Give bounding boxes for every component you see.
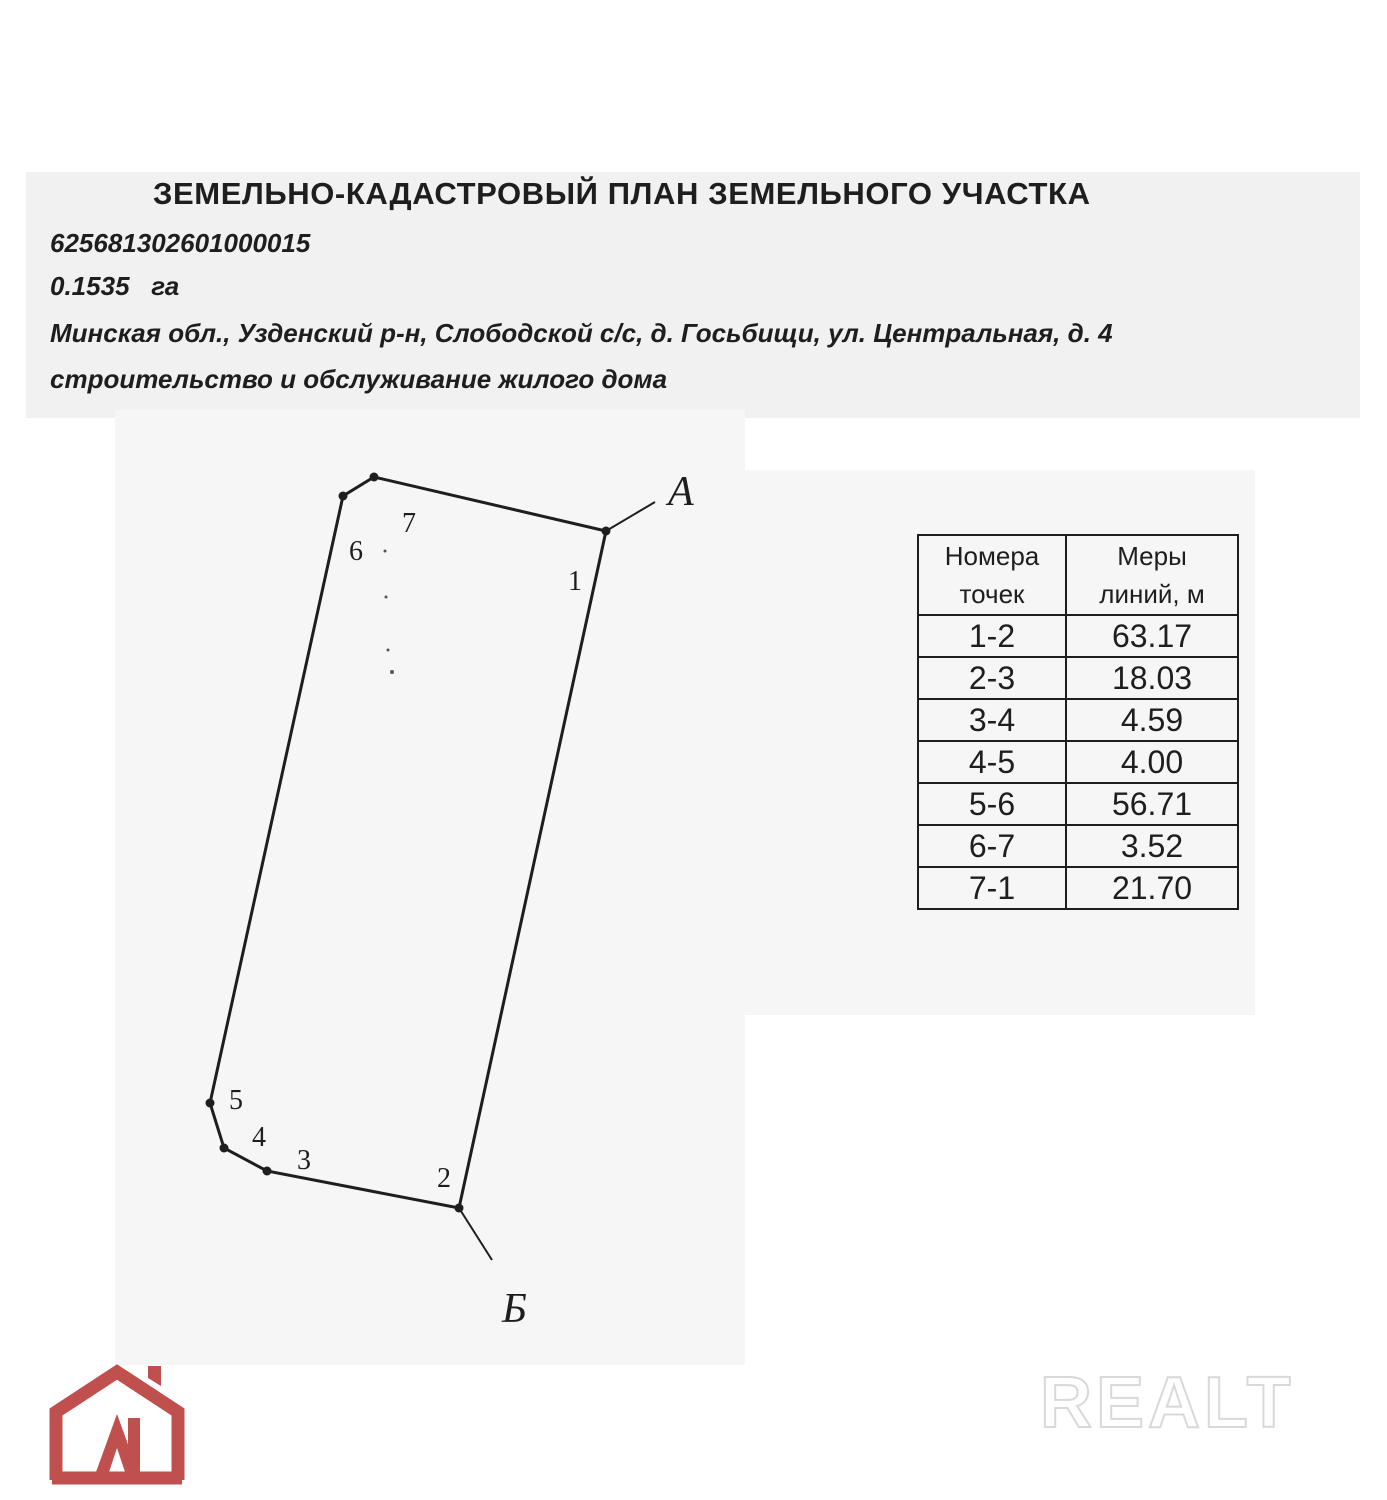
cadastral-number: 625681302601000015 — [50, 228, 311, 258]
vertex-label-3: 3 — [297, 1145, 311, 1176]
scan-speck — [384, 550, 387, 553]
points-cell: 2-3 — [918, 657, 1066, 699]
vertex-point-5 — [206, 1099, 215, 1108]
points-cell: 6-7 — [918, 825, 1066, 867]
length-cell: 18.03 — [1066, 657, 1238, 699]
table-row — [918, 699, 1238, 741]
points-cell: 4-5 — [918, 741, 1066, 783]
document-title: ЗЕМЕЛЬНО-КАДАСТРОВЫЙ ПЛАН ЗЕМЕЛЬНОГО УЧАСТКА — [153, 176, 1091, 211]
length-cell: 4.59 — [1066, 699, 1238, 741]
length-cell: 3.52 — [1066, 825, 1238, 867]
table-row — [918, 825, 1238, 867]
vertex-label-7: 7 — [402, 508, 416, 539]
house-logo-icon — [48, 1362, 186, 1486]
vertex-label-6: 6 — [349, 536, 363, 567]
line-measures-table — [917, 534, 1239, 910]
lengths-column-header — [1066, 535, 1238, 615]
vertex-label-4: 4 — [252, 1122, 266, 1153]
lengths-header-line1: Меры — [1117, 541, 1187, 571]
vertex-label-1: 1 — [568, 566, 582, 597]
scan-speck — [385, 596, 388, 599]
vertex-point-4 — [220, 1144, 229, 1153]
direction-line-b — [459, 1208, 492, 1260]
table-row — [918, 741, 1238, 783]
vertex-point-3 — [263, 1167, 272, 1176]
direction-label-a: А — [668, 469, 694, 515]
points-cell: 1-2 — [918, 615, 1066, 657]
plot-boundary — [210, 477, 606, 1208]
vertex-label-5: 5 — [229, 1085, 243, 1116]
table-row — [918, 657, 1238, 699]
scan-speck — [390, 670, 394, 674]
plot-area: 0.1535 га — [50, 271, 180, 301]
vertex-point-1 — [602, 527, 611, 536]
direction-line-a — [606, 502, 655, 531]
table-row — [918, 867, 1238, 909]
vertex-label-2: 2 — [437, 1163, 451, 1194]
points-cell: 5-6 — [918, 783, 1066, 825]
plot-address: Минская обл., Узденский р-н, Слободской с/с, д. Госьбищи, ул. Центральная, д. 4 — [50, 318, 1113, 348]
points-cell: 3-4 — [918, 699, 1066, 741]
length-cell: 21.70 — [1066, 867, 1238, 909]
table-header-row — [918, 535, 1238, 615]
plot-purpose: строительство и обслуживание жилого дома — [50, 364, 668, 394]
direction-label-b: Б — [502, 1286, 527, 1332]
scan-speck — [387, 649, 390, 652]
vertex-point-7 — [370, 473, 379, 482]
length-cell: 56.71 — [1066, 783, 1238, 825]
realt-watermark: REALT — [1040, 1363, 1295, 1443]
table-row — [918, 615, 1238, 657]
lengths-header-line2: линий, м — [1099, 579, 1205, 609]
length-cell: 4.00 — [1066, 741, 1238, 783]
points-column-header — [918, 535, 1066, 615]
vertex-point-6 — [339, 492, 348, 501]
table-row — [918, 783, 1238, 825]
length-cell: 63.17 — [1066, 615, 1238, 657]
points-header-line2: точек — [959, 579, 1025, 609]
points-cell: 7-1 — [918, 867, 1066, 909]
vertex-point-2 — [455, 1204, 464, 1213]
points-header-line1: Номера — [944, 541, 1040, 571]
